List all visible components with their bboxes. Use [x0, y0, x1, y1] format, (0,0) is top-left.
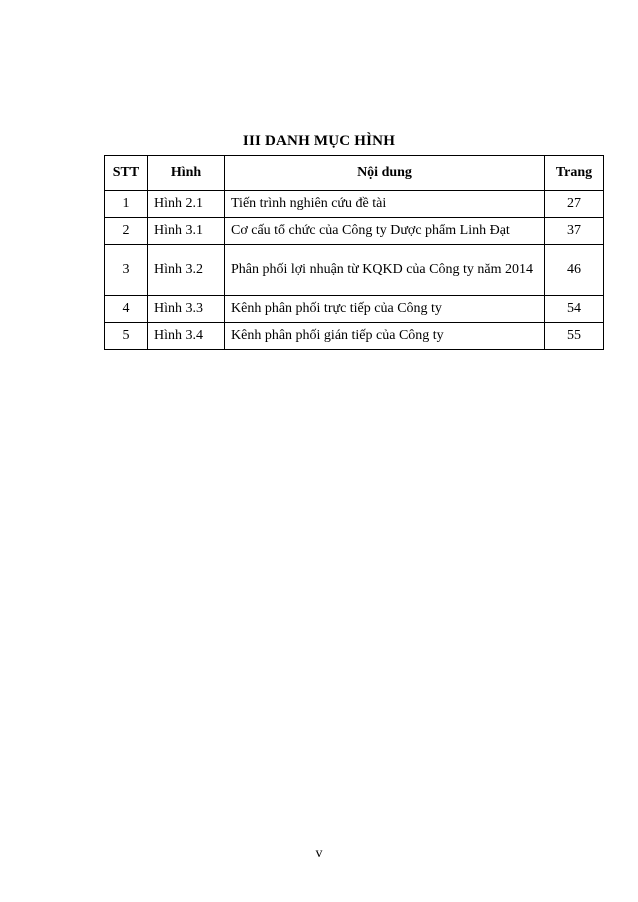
cell-trang: 54 [545, 296, 604, 323]
cell-noi-dung: Phân phối lợi nhuận từ KQKD của Công ty năm 2014 [225, 245, 545, 296]
cell-stt: 5 [105, 323, 148, 350]
cell-trang: 55 [545, 323, 604, 350]
cell-hinh: Hình 3.1 [148, 218, 225, 245]
table-row [105, 245, 604, 296]
cell-hinh: Hình 3.4 [148, 323, 225, 350]
header-noi-dung: Nội dung [225, 156, 545, 191]
page-number: v [315, 846, 323, 861]
table-row [105, 323, 604, 350]
table-row [105, 218, 604, 245]
table-header-row [105, 156, 604, 191]
table-row [105, 191, 604, 218]
header-hinh: Hình [148, 156, 225, 191]
cell-trang: 46 [545, 245, 604, 296]
cell-noi-dung: Kênh phân phối gián tiếp của Công ty [225, 323, 545, 350]
cell-hinh: Hình 2.1 [148, 191, 225, 218]
cell-trang: 37 [545, 218, 604, 245]
header-trang: Trang [545, 156, 604, 191]
cell-hinh: Hình 3.2 [148, 245, 225, 296]
figure-list-table [104, 155, 604, 350]
cell-noi-dung: Kênh phân phối trực tiếp của Công ty [225, 296, 545, 323]
cell-stt: 4 [105, 296, 148, 323]
cell-stt: 2 [105, 218, 148, 245]
cell-stt: 1 [105, 191, 148, 218]
cell-noi-dung: Tiến trình nghiên cứu đề tài [225, 191, 545, 218]
table-row [105, 296, 604, 323]
cell-hinh: Hình 3.3 [148, 296, 225, 323]
cell-trang: 27 [545, 191, 604, 218]
cell-stt: 3 [105, 245, 148, 296]
page-title: III DANH MỤC HÌNH [242, 133, 396, 149]
cell-noi-dung: Cơ cấu tổ chức của Công ty Dược phẩm Linh Đạt [225, 218, 545, 245]
header-stt: STT [105, 156, 148, 191]
